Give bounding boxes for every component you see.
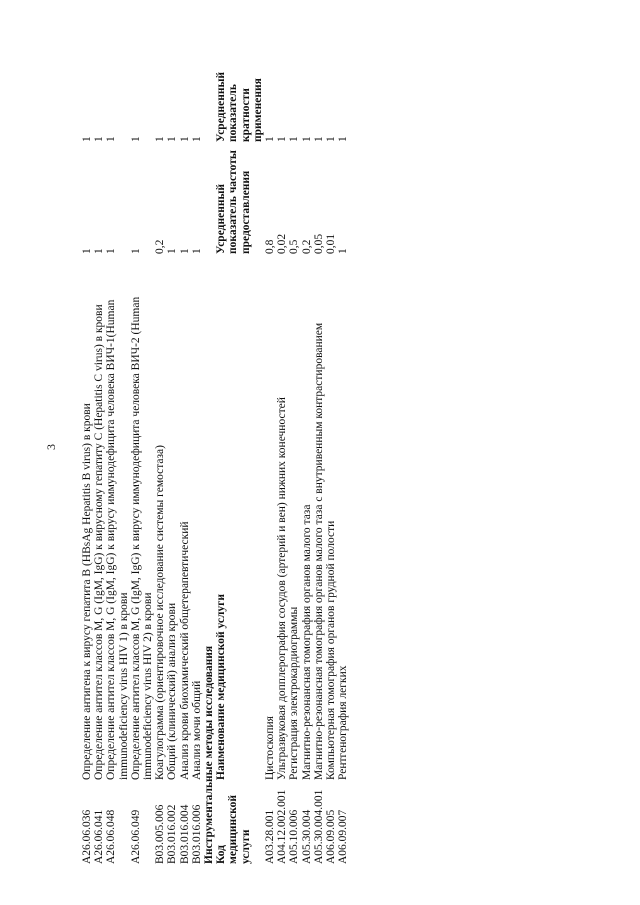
table-row [179,34,191,864]
cell-freq: 0,2 [300,239,313,254]
cell-code: A26.06.036 [81,809,93,864]
cell-freq: 1 [337,248,350,254]
table-row [288,34,300,864]
cell-code: A03.28.001 [264,809,277,864]
cell-name: Определение антигена к вирусу гепатита B (HBsAg Hepatitis B virus) в крови [81,403,93,780]
cell-mult: 1 [276,136,289,142]
cell-freq: 1 [81,248,93,254]
table-row [105,34,129,864]
cell-mult: 1 [312,136,325,142]
cell-name: Анализ мочи общий [190,680,203,780]
cell-mult: 1 [129,136,142,142]
cell-name: Определение антител классов M, G (IgM, IgG) к вирусу иммунодефицита человека ВИЧ-2 (Human immunodeficiency virus HIV 2) в крови [129,296,155,780]
cell-code: B03.016.006 [190,804,203,864]
table-row [325,34,337,864]
cell-code: A06.09.007 [337,809,350,864]
cell-code: A05.10.006 [288,809,301,864]
instrumental-tests-group [264,34,349,864]
table-row [276,34,288,864]
cell-code: A04.12.002.001 [276,789,289,864]
cell-freq: 1 [178,248,191,254]
section-row [203,34,215,864]
cell-code: B03.005.006 [154,804,167,864]
cell-name: Рентгенография легких [337,665,350,780]
cell-freq: 1 [166,248,179,254]
section-title: Инструментальные методы исследования [203,645,216,864]
cell-code: A05.30.004 [300,809,313,864]
table-row [166,34,178,864]
cell-freq: 0,02 [276,233,289,254]
table-row [81,34,93,864]
cell-code: A26.06.041 [93,809,106,864]
cell-name: Магнитно-резонансная томография органов малого таза с внутривенным контрастированием [312,322,325,780]
header-mult: Усредненный показатель кратности применения [215,71,264,142]
cell-mult: 1 [105,136,118,142]
lab-tests-group [81,34,203,864]
cell-freq: 1 [129,248,142,254]
cell-mult: 1 [81,136,93,142]
cell-mult: 1 [93,136,106,142]
cell-mult: 1 [288,136,301,142]
cell-code: B03.016.002 [166,804,179,864]
page-number: 3 [44,444,58,450]
cell-name: Общий (клинический) анализ крови [166,602,179,780]
cell-code: A06.09.005 [325,809,338,864]
header-freq: Усредненный показатель частоты предоставления [215,150,252,254]
cell-name: Определение антител классов M, G (IgM, IgG) к вирусу иммунодефицита человека ВИЧ-1(Human immunodeficiency virus HIV 1) в крови [105,299,130,780]
header-name: Наименование медицинской услуги [215,593,228,780]
cell-freq: 0,05 [312,233,325,254]
cell-freq: 1 [190,248,203,254]
cell-mult: 1 [178,136,191,142]
cell-mult: 1 [264,136,277,142]
table-row [191,34,203,864]
cell-name: Определение антител классов M, G (IgM, IgG) к вирусному гепатиту C (Hepatitis C virus) в крови [93,304,106,780]
document-table [81,34,349,864]
cell-mult: 1 [325,136,338,142]
cell-code: A26.06.048 [105,809,118,864]
cell-freq: 0,01 [325,233,338,254]
cell-code: A26.06.049 [129,809,142,864]
cell-mult: 1 [154,136,167,142]
cell-name: Коагулограмма (ориентировочное исследование системы гемостаза) [154,445,167,780]
table-row [93,34,105,864]
cell-name: Анализ крови биохимический общетерапевтический [178,521,191,780]
cell-mult: 1 [166,136,179,142]
cell-freq: 0,5 [288,239,301,254]
cell-name: Цистоскопия [264,716,277,780]
cell-name: Компьютерная томография органов грудной полости [325,520,338,780]
cell-name: Магнитно-резонансная томография органов малого таза [300,504,313,780]
table-row [264,34,276,864]
cell-freq: 1 [93,248,106,254]
cell-name: Регистрация электрокардиограммы [288,606,301,780]
table-row [337,34,349,864]
table-row [154,34,166,864]
table-row [130,34,154,864]
table-header-row [215,34,264,864]
header-code: Код медицинской услуги [215,794,252,864]
cell-mult: 1 [337,136,350,142]
table-row [301,34,313,864]
cell-freq: 0,2 [154,239,167,254]
table-row [313,34,325,864]
cell-mult: 1 [300,136,313,142]
cell-mult: 1 [190,136,203,142]
cell-freq: 0,8 [264,239,277,254]
cell-code: A05.30.004.001 [312,789,325,864]
cell-name: Ультразвуковая допплерография сосудов (артерий и вен) нижних конечностей [276,397,289,780]
cell-code: B03.016.004 [178,804,191,864]
cell-freq: 1 [105,248,118,254]
